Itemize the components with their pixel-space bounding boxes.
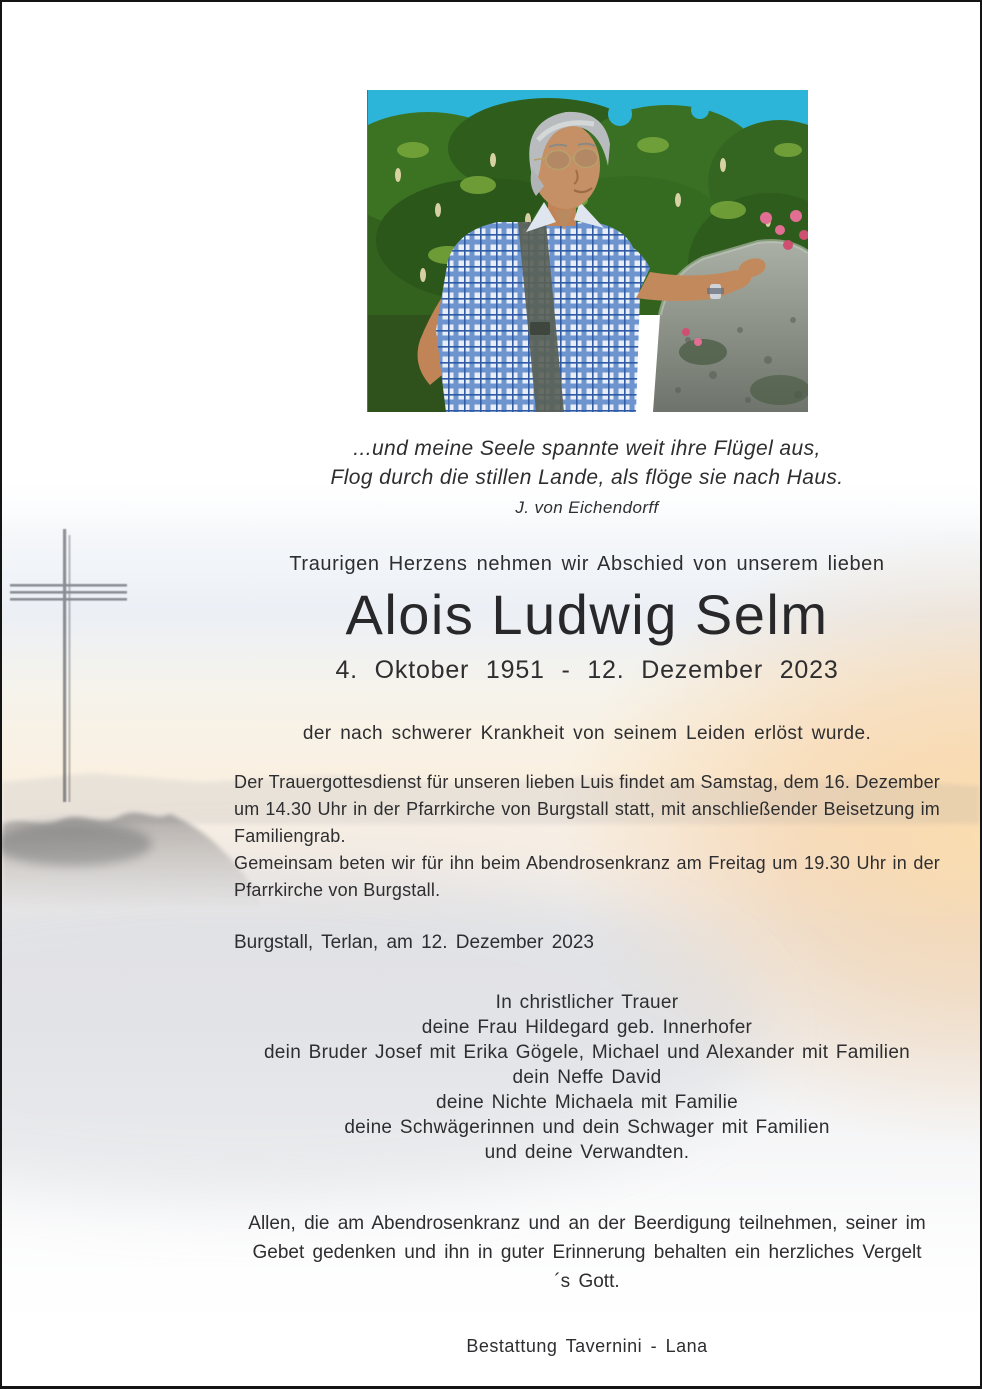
funeral-announcement bbox=[234, 769, 940, 904]
announcement-paragraph-1: Der Trauergottesdienst für unseren lieben Luis findet am Samstag, dem 16. Dezember um 14.30 Uhr in der Pfarrkirche von Burgstall statt, mit anschließender Beisetzung im Familiengrab. bbox=[234, 772, 940, 846]
obituary-content bbox=[190, 434, 982, 1357]
portrait-photo bbox=[367, 90, 808, 412]
mourner-line: und deine Verwandten. bbox=[484, 1142, 690, 1163]
mourner-line: dein Bruder Josef mit Erika Gögele, Michael und Alexander mit Familien bbox=[263, 1042, 911, 1063]
gratitude-note: Allen, die am Abendrosenkranz und an der Beerdigung teilnehmen, seiner im Gebet gedenken und ihn in guter Erinnerung behalten ein herzliches Vergelt´s Gott. bbox=[248, 1213, 926, 1292]
mourner-line: deine Frau Hildegard geb. Innerhofer bbox=[421, 1017, 753, 1038]
quote-attribution: J. von Eichendorff bbox=[515, 498, 659, 517]
deceased-name: Alois Ludwig Selm bbox=[345, 583, 829, 646]
announcement-paragraph-2: Gemeinsam beten wir für ihn beim Abendrosenkranz am Freitag um 19.30 Uhr in der Pfarrkirche von Burgstall. bbox=[234, 853, 940, 900]
passing-line: der nach schwerer Krankheit von seinem Leiden erlöst wurde. bbox=[302, 723, 872, 744]
mourners-header: In christlicher Trauer bbox=[495, 992, 679, 1013]
memorial-quote bbox=[190, 434, 982, 521]
mourners-section bbox=[190, 990, 982, 1165]
mourner-line: dein Neffe David bbox=[512, 1067, 662, 1088]
mourner-line: deine Schwägerinnen und dein Schwager mit Familien bbox=[344, 1117, 830, 1138]
quote-line-1: ...und meine Seele spannte weit ihre Flügel aus, bbox=[353, 437, 821, 460]
quote-line-2: Flog durch die stillen Lande, als flöge sie nach Haus. bbox=[330, 466, 844, 489]
funeral-home-footer: Bestattung Tavernini - Lana bbox=[466, 1336, 708, 1356]
mourner-line: deine Nichte Michaela mit Familie bbox=[436, 1092, 738, 1113]
life-dates: 4. Oktober 1951 - 12. Dezember 2023 bbox=[335, 656, 839, 684]
intro-line: Traurigen Herzens nehmen wir Abschied von unserem lieben bbox=[289, 553, 885, 575]
place-dateline: Burgstall, Terlan, am 12. Dezember 2023 bbox=[234, 932, 594, 953]
